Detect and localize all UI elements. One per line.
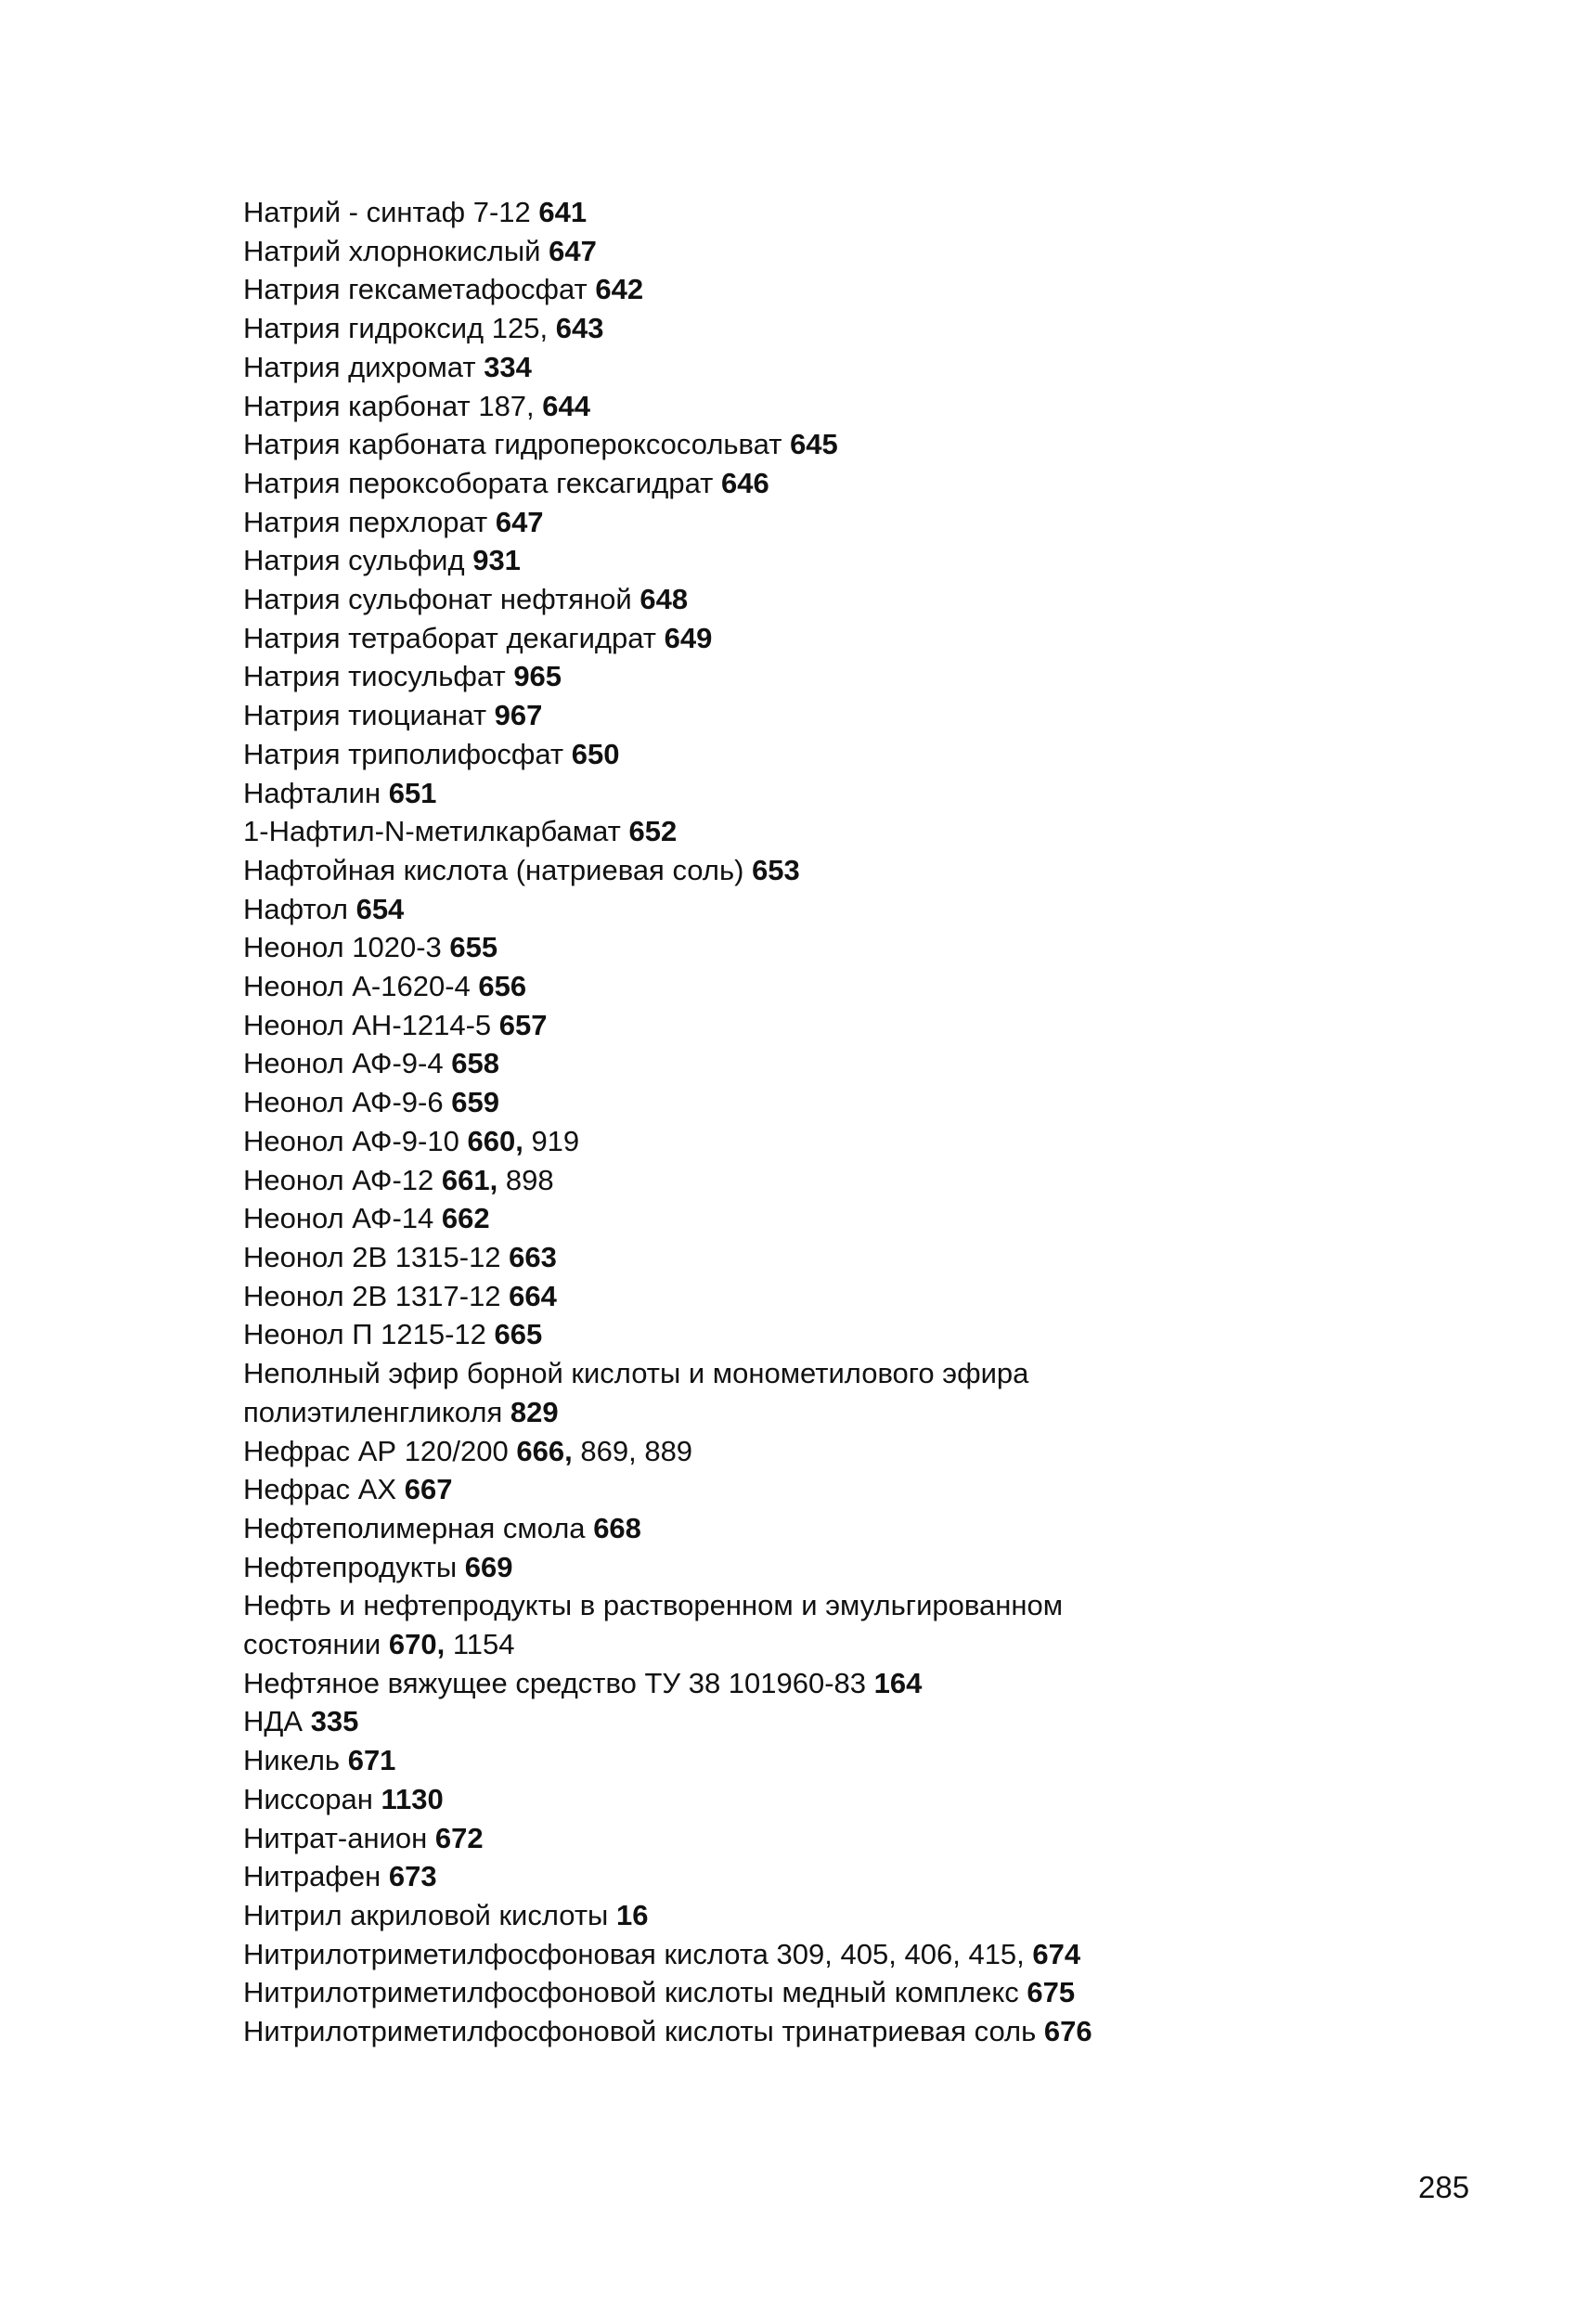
page-references	[444, 1047, 499, 1079]
index-entry	[243, 503, 1338, 542]
index-entry	[243, 580, 1338, 619]
page-references	[621, 815, 677, 847]
index-entry	[243, 851, 1338, 890]
main-page-reference: 334	[484, 350, 532, 383]
index-entry	[243, 1161, 1338, 1200]
main-page-reference: 669	[464, 1550, 513, 1583]
index-entry	[243, 1083, 1338, 1122]
page-references	[491, 1009, 547, 1041]
main-page-reference: 671	[347, 1744, 396, 1777]
index-term: Натрия тиосульфат	[243, 660, 506, 693]
main-page-reference: 657	[498, 1008, 548, 1041]
page-reference: 898	[505, 1163, 554, 1196]
main-page-reference: 641	[538, 196, 588, 228]
index-term: Нефть и нефтепродукты в растворенном и эмульгированном	[243, 1589, 1064, 1622]
index-term: состоянии	[243, 1628, 381, 1661]
index-entry	[243, 464, 1338, 503]
index-term: Нитрилотриметилфосфоновой кислоты медный комплекс	[243, 1976, 1019, 2009]
main-page-reference: 674	[1032, 1937, 1081, 1970]
page-references	[1019, 1976, 1075, 2008]
index-entry	[243, 1432, 1338, 1471]
page-references	[713, 467, 769, 499]
index-term: Нефтепродукты	[243, 1550, 458, 1583]
index-term: Неполный эфир борной кислоты и монометилового эфира	[243, 1357, 1029, 1390]
page-references	[476, 351, 532, 383]
index-term: Неонол АФ-9-10	[243, 1124, 459, 1157]
page-references	[501, 1241, 557, 1273]
page-references	[348, 893, 404, 925]
index-term: Натрия сульфид	[243, 544, 465, 577]
page-references	[373, 1783, 444, 1815]
index-entry	[243, 1973, 1338, 2012]
page-reference: 309,	[776, 1937, 833, 1970]
index-entry	[243, 774, 1338, 813]
page-references	[340, 1744, 395, 1776]
main-page-reference: 648	[639, 583, 689, 616]
index-entry	[243, 1509, 1338, 1548]
index-term: Натрия карбоната гидропероксосольват	[243, 428, 782, 461]
index-term: Нефтяное вяжущее средство ТУ 38 101960-83	[243, 1666, 867, 1699]
page-references	[502, 1396, 558, 1428]
page-references	[1036, 2015, 1092, 2047]
page-references	[442, 931, 497, 963]
main-page-reference: 650	[571, 737, 620, 770]
index-entry	[243, 1393, 1338, 1432]
page-reference: 405,	[840, 1937, 897, 1970]
page-references	[303, 1705, 358, 1737]
page-references	[484, 312, 603, 344]
index-term: Натрия перхлорат	[243, 505, 488, 538]
index-entry	[243, 1664, 1338, 1703]
index-entry	[243, 1625, 1338, 1664]
page-references	[588, 273, 643, 305]
index-term: Нитрат-анион	[243, 1821, 428, 1854]
index-entry	[243, 967, 1338, 1006]
index-entry	[243, 928, 1338, 967]
index-term: Неонол АН-1214-5	[243, 1008, 492, 1041]
index-term: Натрия карбонат	[243, 389, 471, 422]
index-term: Неонол 2В 1317-12	[243, 1279, 501, 1312]
index-entry	[243, 1819, 1338, 1858]
index-term: Нефрас АХ	[243, 1473, 397, 1506]
page-references	[632, 583, 688, 615]
page-references	[433, 1164, 553, 1196]
main-page-reference: 670,	[388, 1628, 446, 1661]
page-references	[459, 1125, 579, 1157]
index-entry	[243, 387, 1338, 426]
page-references	[563, 738, 619, 770]
index-entry	[243, 1548, 1338, 1587]
index-entry	[243, 890, 1338, 929]
page-references	[501, 1280, 557, 1312]
index-term: Нитрилотриметилфосфоновой кислоты тринатриевая соль	[243, 2015, 1037, 2048]
index-term: Натрий хлорнокислый	[243, 234, 541, 267]
page-references	[486, 699, 542, 731]
main-page-reference: 673	[388, 1860, 437, 1893]
index-term: Неонол АФ-14	[243, 1202, 434, 1235]
index-entry	[243, 619, 1338, 658]
index-entry	[243, 1470, 1338, 1509]
main-page-reference: 656	[478, 970, 527, 1003]
index-entry	[243, 1238, 1338, 1277]
page-references	[381, 1628, 514, 1660]
index-term: 1-Нафтил-N-метилкарбамат	[243, 815, 621, 848]
index-term: Неонол А-1620-4	[243, 970, 471, 1003]
main-page-reference: 649	[664, 621, 713, 654]
main-page-reference: 164	[873, 1666, 923, 1699]
main-page-reference: 655	[449, 931, 498, 964]
index-term: Никель	[243, 1744, 341, 1777]
index-term: Нефрас АР 120/200	[243, 1434, 509, 1467]
index-term: Натрия тетраборат декагидрат	[243, 621, 656, 654]
main-page-reference: 652	[628, 815, 678, 848]
page-references	[506, 660, 562, 692]
index-entry	[243, 1122, 1338, 1161]
index-entry	[243, 812, 1338, 851]
main-page-reference: 643	[555, 312, 604, 345]
page-references	[769, 1938, 1080, 1970]
index-entry	[243, 348, 1338, 387]
index-entry	[243, 270, 1338, 309]
main-page-reference: 659	[451, 1086, 499, 1119]
index-term: полиэтиленгликоля	[243, 1395, 503, 1428]
page-reference: 187,	[478, 389, 535, 422]
main-page-reference: 651	[388, 776, 437, 809]
index-entry	[243, 1044, 1338, 1083]
main-page-reference: 676	[1043, 2015, 1092, 2048]
main-page-reference: 665	[494, 1318, 543, 1351]
index-entry	[243, 1935, 1338, 1974]
index-term: Натрия сульфонат нефтяной	[243, 583, 632, 616]
page-reference: 889	[644, 1434, 693, 1467]
page-number: 285	[1418, 2170, 1470, 2204]
index-term: Неонол 2В 1315-12	[243, 1240, 501, 1273]
main-page-reference: 668	[593, 1511, 641, 1544]
index-term: Нафтол	[243, 892, 348, 925]
index-term: Нитрил акриловой кислоты	[243, 1898, 609, 1931]
index-term: Натрия пероксобората гексагидрат	[243, 466, 714, 499]
index-entry	[243, 1586, 1338, 1625]
index-term: Неонол АФ-9-6	[243, 1086, 444, 1119]
main-page-reference: 931	[472, 544, 521, 577]
index-term: Натрия гидроксид	[243, 312, 484, 345]
page-reference: 125,	[491, 312, 549, 345]
index-term: Неонол 1020-3	[243, 931, 442, 964]
subject-index-list	[243, 193, 1338, 2051]
index-entry	[243, 1780, 1338, 1819]
page-references	[743, 854, 799, 886]
main-page-reference: 672	[434, 1821, 484, 1854]
page-references	[465, 544, 521, 576]
page-references	[381, 777, 436, 809]
index-entry	[243, 696, 1338, 735]
page-references	[487, 506, 543, 538]
page-reference: 415,	[968, 1937, 1025, 1970]
index-entry	[243, 193, 1338, 232]
page-references	[457, 1551, 512, 1583]
index-entry	[243, 657, 1338, 696]
page-references	[656, 622, 712, 654]
main-page-reference: 653	[752, 853, 800, 886]
main-page-reference: 829	[510, 1395, 559, 1428]
index-entry	[243, 541, 1338, 580]
index-term: Нефтеполимерная смола	[243, 1511, 586, 1544]
index-entry	[243, 425, 1338, 464]
index-entry	[243, 1702, 1338, 1741]
index-entry	[243, 232, 1338, 271]
main-page-reference: 1130	[381, 1782, 444, 1815]
page-references	[486, 1318, 542, 1350]
index-term: Натрия дихромат	[243, 350, 476, 383]
page-references	[471, 970, 526, 1002]
page-references	[509, 1435, 692, 1467]
page-references	[427, 1822, 483, 1854]
index-term: Нафтойная кислота (натриевая соль)	[243, 853, 744, 886]
page-references	[782, 428, 837, 460]
index-entry	[243, 1896, 1338, 1935]
main-page-reference: 667	[404, 1473, 453, 1506]
page-reference: 869,	[580, 1434, 637, 1467]
main-page-reference: 675	[1027, 1976, 1076, 2009]
page-references	[531, 196, 587, 228]
index-term: Натрия тиоцианат	[243, 699, 487, 732]
index-entry	[243, 1199, 1338, 1238]
index-entry	[243, 735, 1338, 774]
page-references	[396, 1473, 452, 1505]
index-entry	[243, 309, 1338, 348]
page-references	[586, 1512, 641, 1544]
main-page-reference: 645	[790, 428, 838, 461]
index-term: Натрий - синтаф 7-12	[243, 196, 531, 228]
main-page-reference: 663	[509, 1240, 557, 1273]
index-term: Нитрафен	[243, 1860, 381, 1893]
index-term: НДА	[243, 1705, 304, 1738]
index-term: Неонол АФ-9-4	[243, 1047, 444, 1080]
main-page-reference: 658	[451, 1047, 499, 1080]
main-page-reference: 335	[310, 1705, 359, 1738]
page-references	[471, 390, 590, 422]
main-page-reference: 647	[549, 234, 597, 267]
main-page-reference: 661,	[441, 1163, 498, 1196]
index-entry	[243, 1277, 1338, 1316]
main-page-reference: 967	[494, 699, 543, 732]
index-entry	[243, 1354, 1338, 1393]
main-page-reference: 647	[495, 505, 544, 538]
index-term: Неонол АФ-12	[243, 1163, 434, 1196]
index-term: Нитрилотриметилфосфоновая кислота	[243, 1937, 769, 1970]
index-entry	[243, 2012, 1338, 2051]
index-entry	[243, 1315, 1338, 1354]
index-entry	[243, 1857, 1338, 1896]
main-page-reference: 16	[615, 1898, 649, 1931]
page-references	[444, 1086, 499, 1118]
page-references	[381, 1860, 436, 1892]
main-page-reference: 654	[355, 892, 405, 925]
main-page-reference: 644	[542, 389, 591, 422]
index-entry	[243, 1741, 1338, 1780]
index-term: Нафталин	[243, 776, 381, 809]
page-references	[866, 1667, 922, 1699]
page-references	[540, 235, 596, 267]
main-page-reference: 660,	[467, 1124, 523, 1157]
page-reference: 406,	[904, 1937, 961, 1970]
main-page-reference: 662	[441, 1202, 490, 1235]
index-term: Натрия триполифосфат	[243, 737, 564, 770]
main-page-reference: 965	[513, 660, 562, 693]
page-references	[433, 1202, 489, 1234]
main-page-reference: 646	[720, 466, 769, 499]
page-reference: 919	[531, 1124, 580, 1157]
main-page-reference: 666,	[516, 1434, 573, 1467]
index-term: Ниссоран	[243, 1782, 373, 1815]
index-entry	[243, 1006, 1338, 1045]
index-term: Неонол П 1215-12	[243, 1318, 486, 1351]
index-term: Натрия гексаметафосфат	[243, 273, 588, 306]
page-reference: 1154	[452, 1628, 515, 1661]
main-page-reference: 642	[595, 273, 644, 306]
main-page-reference: 664	[509, 1279, 557, 1312]
page-references	[608, 1899, 648, 1931]
